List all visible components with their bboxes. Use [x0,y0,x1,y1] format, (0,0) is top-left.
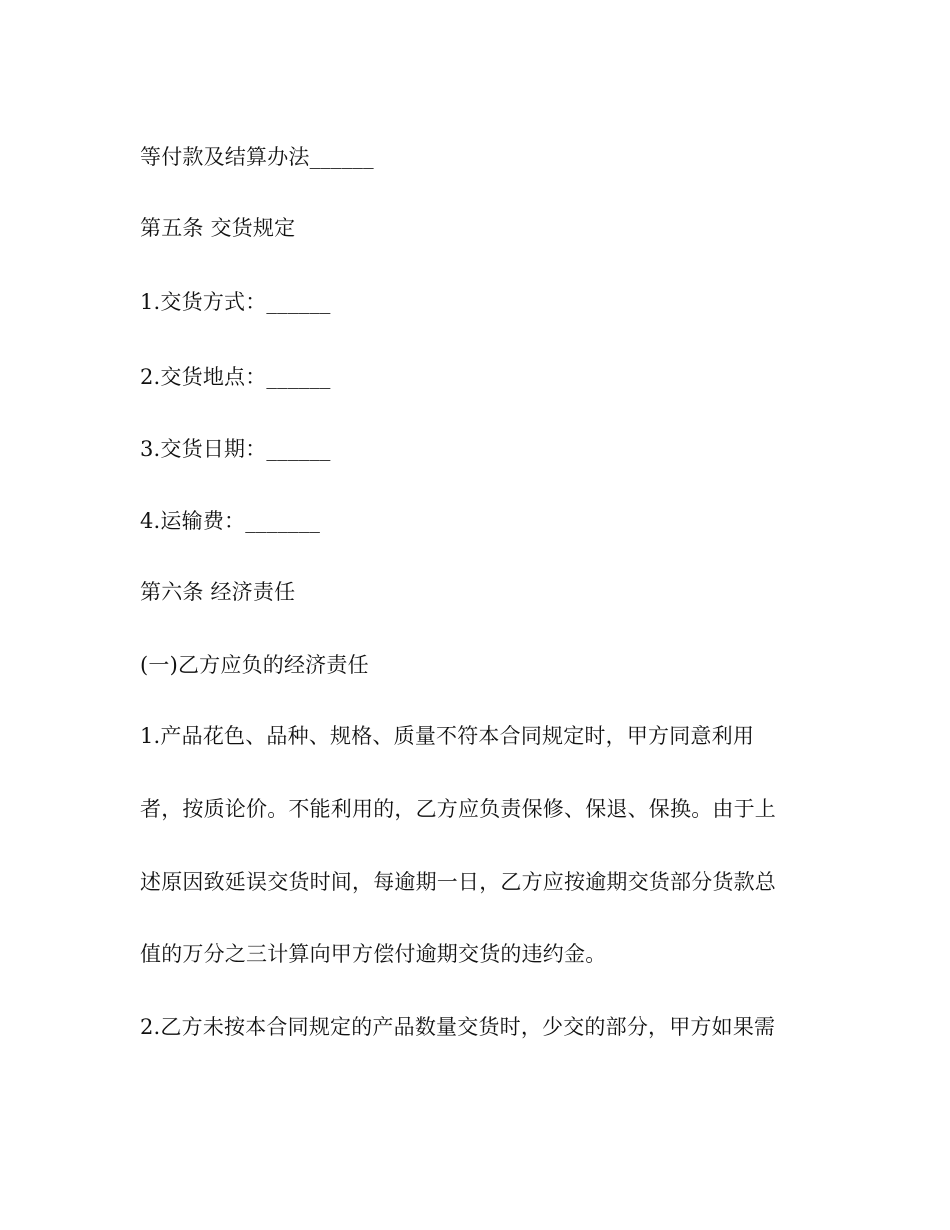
paragraph-line: 述原因致延误交货时间，每逾期一日，乙方应按逾期交货部分货款总 [140,870,776,894]
text-line-delivery-date: 3.交货日期：______ [140,437,331,461]
paragraph-line: 值的万分之三计算向甲方偿付逾期交货的违约金。 [140,942,607,966]
text-line-payment-settlement: 等付款及结算办法______ [140,145,374,169]
paragraph-line: 者，按质论价。不能利用的，乙方应负责保修、保退、保换。由于上 [140,797,776,821]
heading-article-6-liability: 第六条 经济责任 [140,580,296,604]
paragraph-line: 2.乙方未按本合同规定的产品数量交货时，少交的部分，甲方如果需 [140,1015,776,1039]
paragraph-line: 1.产品花色、品种、规格、质量不符本合同规定时，甲方同意利用 [140,724,755,748]
text-line-delivery-method: 1.交货方式：______ [140,290,331,314]
subheading-party-b-liability: (一)乙方应负的经济责任 [140,653,369,677]
heading-article-5-delivery: 第五条 交货规定 [140,216,296,240]
text-line-freight: 4.运输费：_______ [140,509,321,533]
text-line-delivery-location: 2.交货地点：______ [140,365,331,389]
